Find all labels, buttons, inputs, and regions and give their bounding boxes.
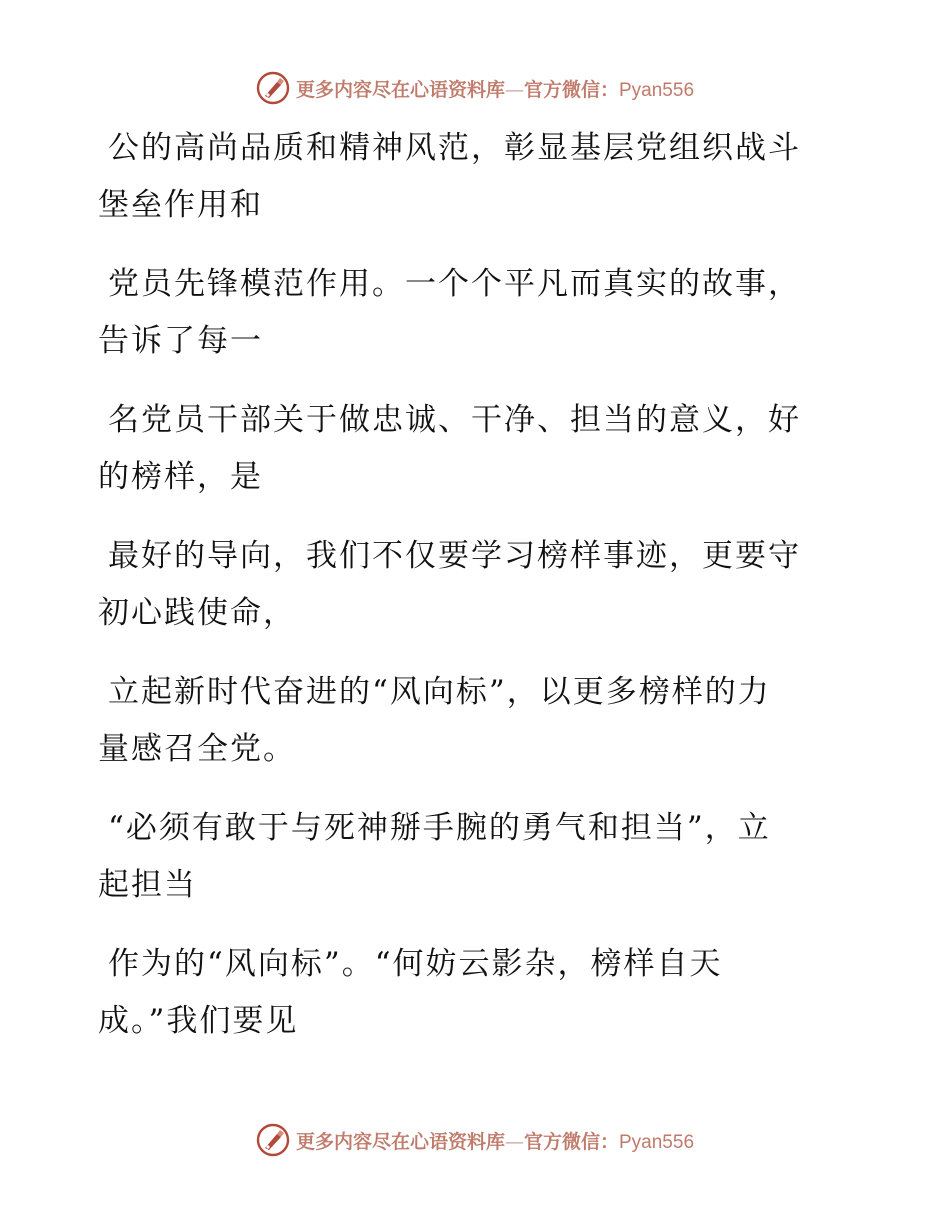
paragraph-line: 成。”我们要见 — [98, 1003, 299, 1039]
paragraph — [98, 664, 838, 778]
paragraph-line: 堡垒作用和 — [98, 187, 263, 223]
article-body — [98, 120, 838, 1072]
paragraph — [98, 392, 838, 506]
paragraph-line: 的榜样，是 — [98, 459, 263, 495]
paragraph-line: 立起新时代奋进的“风向标”，以更多榜样的力 — [108, 674, 771, 710]
pen-logo-icon — [256, 1123, 290, 1157]
paragraph — [98, 120, 838, 234]
paragraph-line: “必须有敢于与死神掰手腕的勇气和担当”，立 — [108, 810, 771, 846]
paragraph — [98, 936, 838, 1050]
header-wechat-label: 官方微信： — [523, 78, 619, 101]
paragraph-line: 名党员干部关于做忠诚、干净、担当的意义，好 — [108, 402, 801, 438]
footer-wechat-id: Pyan556 — [619, 1131, 695, 1153]
header-watermark — [0, 68, 950, 108]
paragraph-line: 告诉了每一 — [98, 323, 263, 359]
paragraph-line: 作为的“风向标”。“何妨云影杂，榜样自天 — [108, 946, 723, 982]
paragraph-line: 起担当 — [98, 867, 197, 903]
footer-wechat-label: 官方微信： — [523, 1130, 619, 1153]
header-brand-sep: — — [504, 78, 524, 101]
paragraph-line: 党员先锋模范作用。一个个平凡而真实的故事， — [108, 266, 801, 302]
paragraph — [98, 256, 838, 370]
paragraph-line: 最好的导向，我们不仅要学习榜样事迹，更要守 — [108, 538, 801, 574]
header-brand-main: 更多内容尽在心语资料库 — [295, 78, 505, 101]
paragraph-line: 公的高尚品质和精神风范，彰显基层党组织战斗 — [108, 130, 801, 166]
paragraph-line: 量感召全党。 — [98, 731, 296, 767]
paragraph-line: 初心践使命， — [98, 595, 296, 631]
footer-watermark — [0, 1120, 950, 1160]
footer-brand-sep: — — [504, 1130, 524, 1153]
footer-brand-main: 更多内容尽在心语资料库 — [295, 1130, 505, 1153]
pen-logo-icon — [256, 71, 290, 105]
paragraph — [98, 800, 838, 914]
header-wechat-id: Pyan556 — [619, 79, 695, 101]
paragraph — [98, 528, 838, 642]
